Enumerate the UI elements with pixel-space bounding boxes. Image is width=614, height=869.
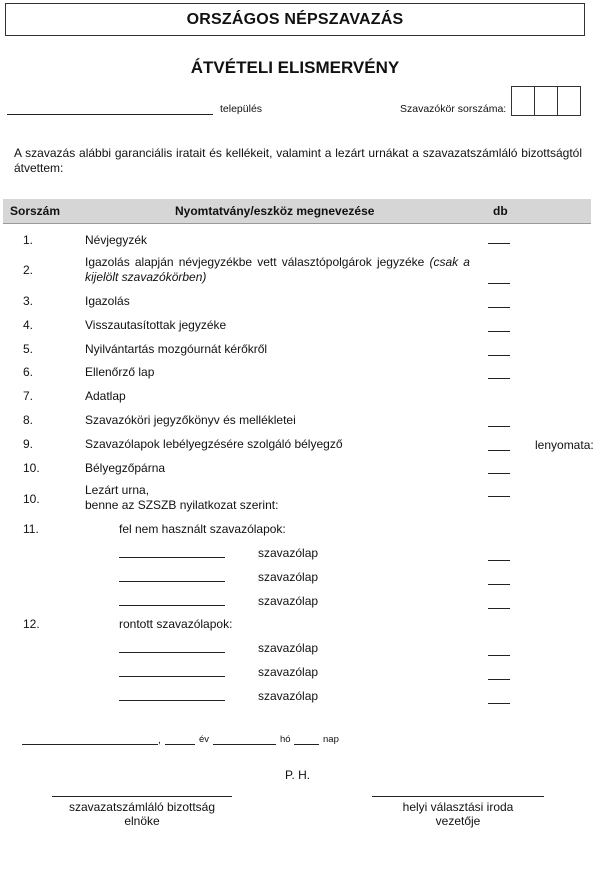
row-number: 10.	[23, 492, 40, 506]
row-name: Adatlap	[85, 389, 126, 403]
precinct-digit-box[interactable]	[534, 86, 558, 116]
row-number: 2.	[23, 263, 34, 277]
row-number: 6.	[23, 365, 34, 379]
quantity-field[interactable]	[488, 378, 510, 379]
month-label: hó	[280, 734, 291, 745]
right-signature-caption	[358, 800, 558, 828]
ballot-serial-field[interactable]	[119, 652, 225, 653]
precinct-digit-box[interactable]	[557, 86, 581, 116]
month-field[interactable]	[213, 744, 276, 745]
row-name-note: (csak a kijelölt szavazókörben)	[85, 255, 470, 284]
ballot-label: szavazólap	[258, 570, 319, 584]
row-name: Ellenőrző lap	[85, 365, 155, 379]
row-name-main: Igazolás alapján névjegyzékbe vett választópolgárok jegyzéke	[85, 255, 425, 269]
row-name: Visszautasítottak jegyzéke	[85, 318, 227, 332]
ballot-serial-field[interactable]	[119, 700, 225, 701]
quantity-field[interactable]	[488, 450, 510, 451]
place-field[interactable]	[22, 744, 158, 745]
row-number: 7.	[23, 389, 34, 403]
row-number: 1.	[23, 233, 34, 247]
ballot-label: szavazólap	[258, 641, 319, 655]
settlement-label: település	[220, 103, 263, 115]
row-name-line1: Lezárt urna,	[85, 483, 150, 497]
col-header-name: Nyomtatvány/eszköz megnevezése	[175, 204, 375, 218]
row-name	[85, 255, 470, 285]
row-name: fel nem használt szavazólapok:	[119, 522, 286, 536]
precinct-number-boxes[interactable]	[512, 86, 581, 116]
row-number: 9.	[23, 437, 34, 451]
row-number: 4.	[23, 318, 34, 332]
quantity-field[interactable]	[488, 331, 510, 332]
quantity-field[interactable]	[488, 560, 510, 561]
quantity-field[interactable]	[488, 608, 510, 609]
year-label: év	[199, 734, 210, 745]
row-name-line2: benne az SZSZB nyilatkozat szerint:	[85, 498, 279, 512]
day-label: nap	[323, 734, 339, 745]
quantity-field[interactable]	[488, 473, 510, 474]
quantity-field[interactable]	[488, 307, 510, 308]
census-title: ORSZÁGOS NÉPSZAVAZÁS	[186, 10, 404, 28]
right-signature-title: vezetője	[435, 814, 481, 828]
ballot-serial-field[interactable]	[119, 557, 225, 558]
table-header	[3, 199, 591, 224]
ballot-label: szavazólap	[258, 665, 319, 679]
row-name: Igazolás	[85, 294, 130, 308]
quantity-field[interactable]	[488, 496, 510, 497]
row-number: 11.	[23, 522, 39, 536]
stamp-placeholder: P. H.	[285, 768, 311, 782]
quantity-field[interactable]	[488, 283, 510, 284]
ballot-label: szavazólap	[258, 594, 319, 608]
row-number: 10.	[23, 461, 40, 475]
right-signature-role: helyi választási iroda	[402, 800, 514, 814]
quantity-field[interactable]	[488, 426, 510, 427]
intro-text: A szavazás alábbi garanciális iratait és kellékeit, valamint a lezárt urnákat a szavazatszámláló bizottságtól átvettem:	[14, 146, 582, 175]
left-signature-line[interactable]	[52, 796, 232, 797]
left-signature-caption	[42, 800, 242, 828]
row-name: Névjegyzék	[85, 233, 148, 247]
document-title: ÁTVÉTELI ELISMERVÉNY	[190, 58, 400, 77]
quantity-field[interactable]	[488, 243, 510, 244]
stamp-imprint-label: lenyomata:	[535, 438, 594, 452]
col-header-db: db	[493, 204, 508, 218]
col-header-number: Sorszám	[10, 204, 61, 218]
quantity-field[interactable]	[488, 679, 510, 680]
ballot-label: szavazólap	[258, 546, 319, 560]
row-name	[85, 483, 278, 513]
row-number: 3.	[23, 294, 34, 308]
ballot-serial-field[interactable]	[119, 581, 225, 582]
quantity-field[interactable]	[488, 703, 510, 704]
settlement-field-line[interactable]	[7, 114, 213, 115]
row-name: Szavazóköri jegyzőkönyv és mellékletei	[85, 413, 296, 427]
census-title-box	[5, 3, 585, 36]
quantity-field[interactable]	[488, 355, 510, 356]
row-name: rontott szavazólapok:	[119, 617, 233, 631]
ballot-label: szavazólap	[258, 689, 319, 703]
quantity-field[interactable]	[488, 655, 510, 656]
row-name: Szavazólapok lebélyegzésére szolgáló bélyegző	[85, 437, 343, 451]
ballot-serial-field[interactable]	[119, 676, 225, 677]
left-signature-role: szavazatszámláló bizottság	[68, 800, 216, 814]
row-name: Bélyegzőpárna	[85, 461, 166, 475]
year-field[interactable]	[165, 744, 195, 745]
quantity-field[interactable]	[488, 584, 510, 585]
precinct-label: Szavazókör sorszáma:	[400, 103, 507, 115]
precinct-digit-box[interactable]	[511, 86, 535, 116]
day-field[interactable]	[294, 744, 319, 745]
left-signature-title: elnöke	[124, 814, 160, 828]
date-separator: ,	[158, 734, 161, 746]
row-number: 8.	[23, 413, 34, 427]
right-signature-line[interactable]	[372, 796, 544, 797]
row-number: 12.	[23, 617, 40, 631]
row-number: 5.	[23, 342, 34, 356]
row-name: Nyilvántartás mozgóurnát kérőkről	[85, 342, 268, 356]
ballot-serial-field[interactable]	[119, 605, 225, 606]
